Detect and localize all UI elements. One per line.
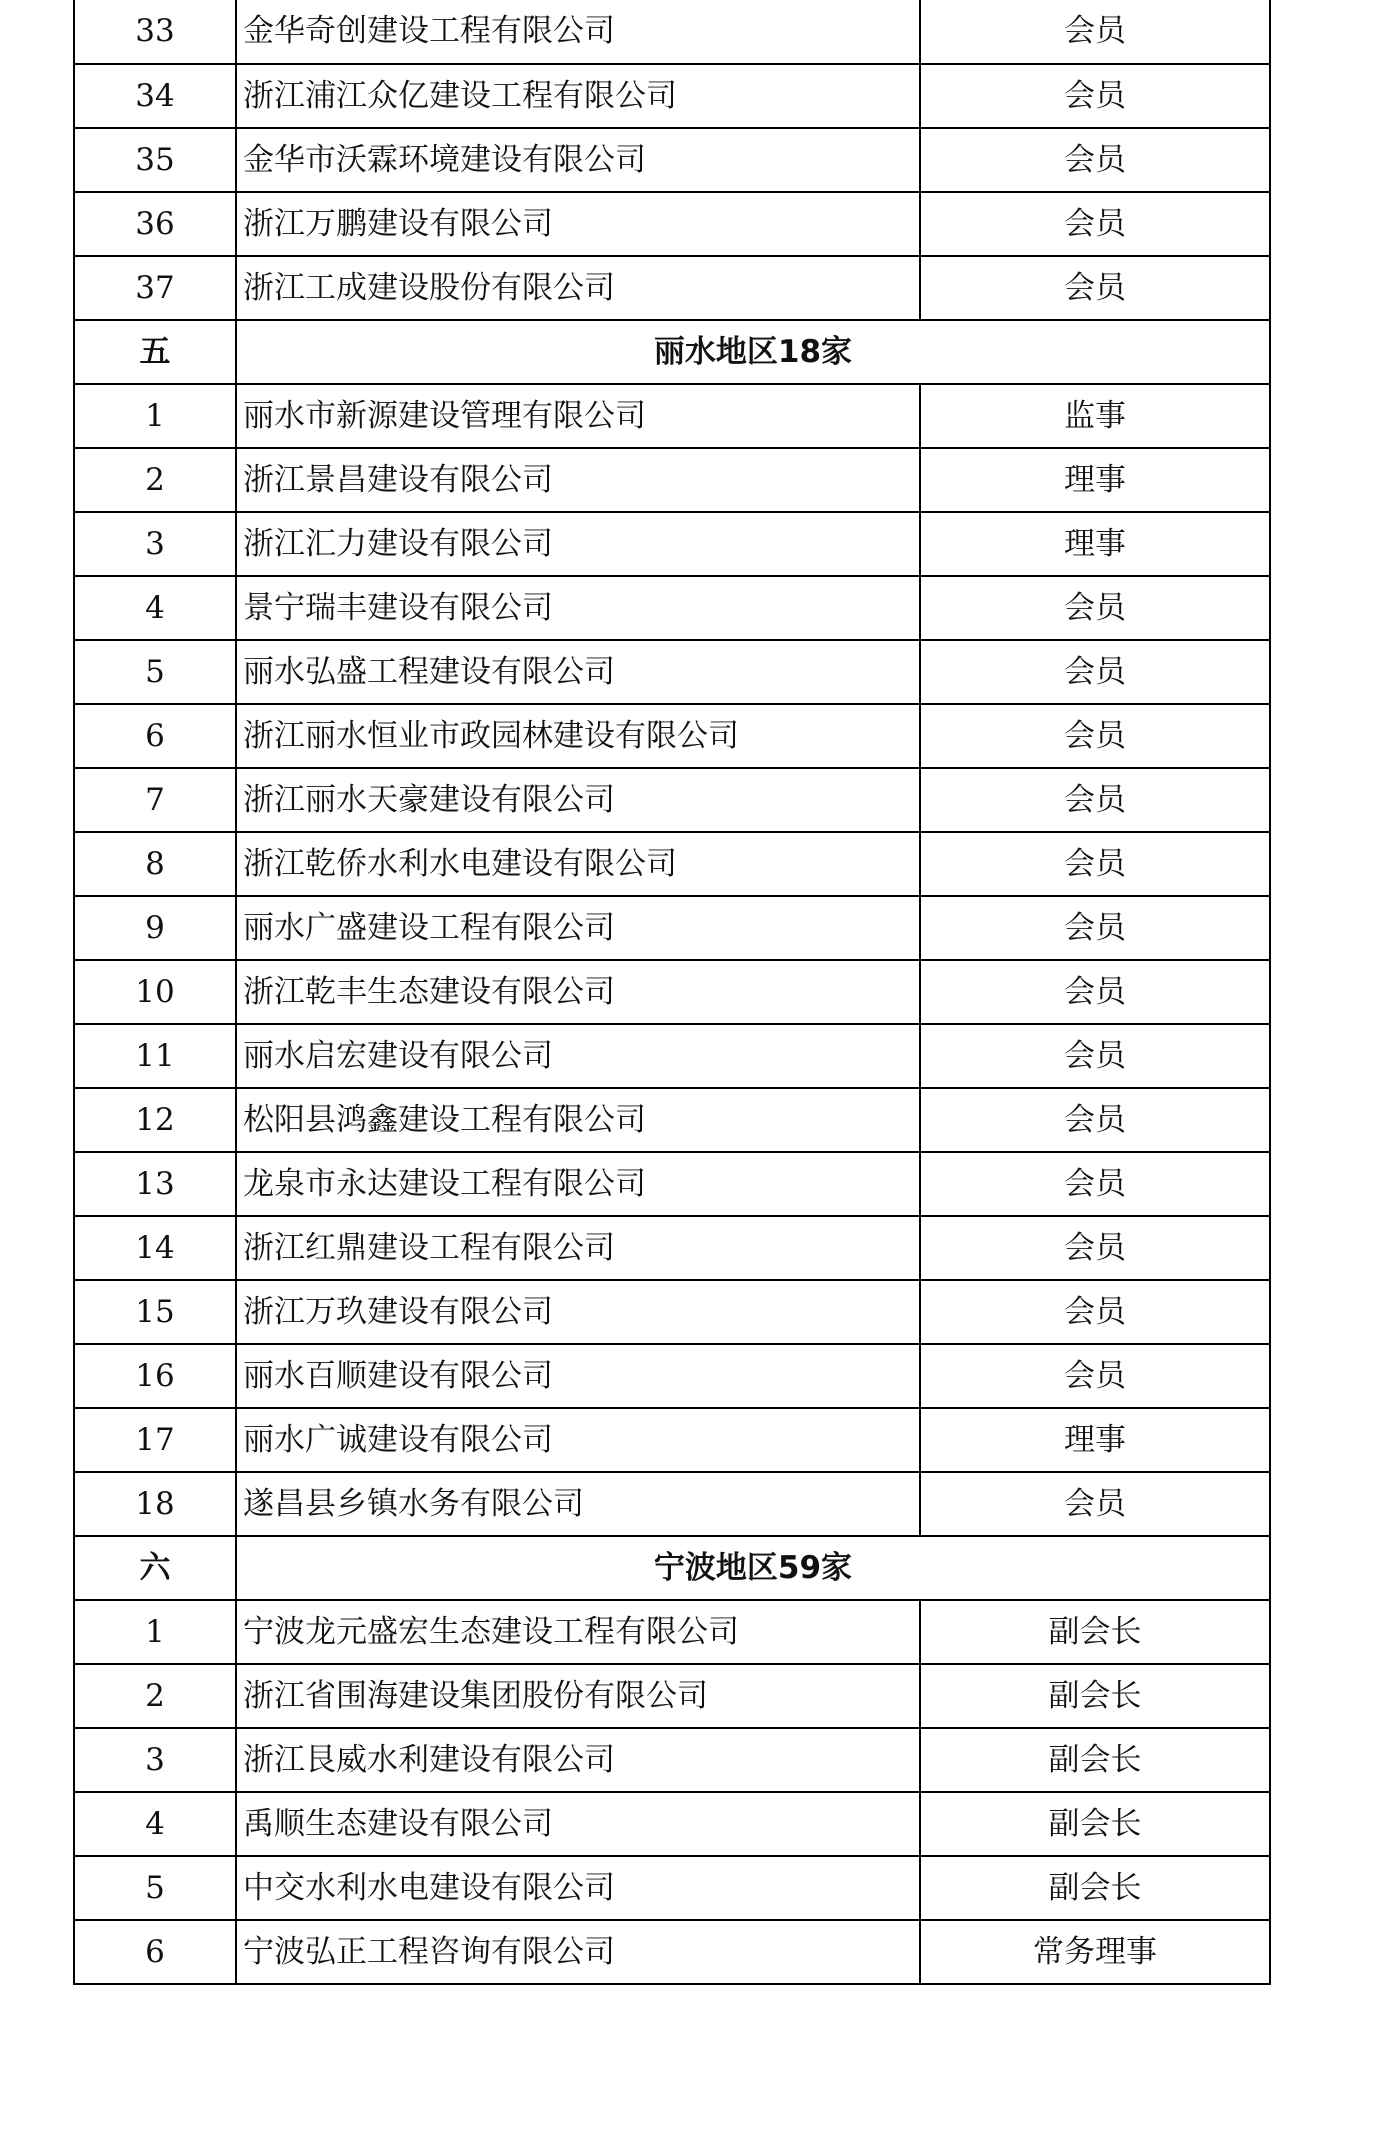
row-number: 14	[74, 1216, 236, 1280]
table-row	[74, 448, 1270, 512]
row-number: 18	[74, 1472, 236, 1536]
row-number: 1	[74, 1600, 236, 1664]
table-row	[74, 384, 1270, 448]
member-role: 理事	[920, 512, 1270, 576]
row-number: 10	[74, 960, 236, 1024]
company-name: 浙江乾侨水利水电建设有限公司	[236, 832, 920, 896]
table-row	[74, 64, 1270, 128]
table-row	[74, 576, 1270, 640]
company-name: 浙江工成建设股份有限公司	[236, 256, 920, 320]
company-name: 景宁瑞丰建设有限公司	[236, 576, 920, 640]
member-role: 副会长	[920, 1792, 1270, 1856]
member-role: 会员	[920, 1152, 1270, 1216]
company-name: 龙泉市永达建设工程有限公司	[236, 1152, 920, 1216]
row-number: 5	[74, 640, 236, 704]
company-name: 浙江丽水天豪建设有限公司	[236, 768, 920, 832]
row-number: 3	[74, 512, 236, 576]
section-header-row	[74, 1536, 1270, 1600]
member-role: 会员	[920, 704, 1270, 768]
row-number: 9	[74, 896, 236, 960]
member-table	[73, 0, 1271, 1985]
company-name: 丽水广盛建设工程有限公司	[236, 896, 920, 960]
table-row	[74, 1280, 1270, 1344]
row-number: 5	[74, 1856, 236, 1920]
table-row	[74, 1856, 1270, 1920]
member-role: 会员	[920, 832, 1270, 896]
row-number: 33	[74, 0, 236, 64]
section-title: 丽水地区18家	[236, 320, 1270, 384]
member-role: 会员	[920, 960, 1270, 1024]
row-number: 36	[74, 192, 236, 256]
table-row	[74, 1472, 1270, 1536]
table-row	[74, 1792, 1270, 1856]
section-number: 六	[74, 1536, 236, 1600]
table-row	[74, 1024, 1270, 1088]
table-row	[74, 1664, 1270, 1728]
member-role: 副会长	[920, 1664, 1270, 1728]
company-name: 浙江景昌建设有限公司	[236, 448, 920, 512]
company-name: 中交水利水电建设有限公司	[236, 1856, 920, 1920]
table-row	[74, 192, 1270, 256]
member-role: 会员	[920, 0, 1270, 64]
row-number: 12	[74, 1088, 236, 1152]
row-number: 2	[74, 448, 236, 512]
member-role: 理事	[920, 448, 1270, 512]
company-name: 浙江万鹏建设有限公司	[236, 192, 920, 256]
company-name: 浙江省围海建设集团股份有限公司	[236, 1664, 920, 1728]
company-name: 丽水广诚建设有限公司	[236, 1408, 920, 1472]
member-role: 监事	[920, 384, 1270, 448]
row-number: 15	[74, 1280, 236, 1344]
row-number: 4	[74, 1792, 236, 1856]
member-role: 会员	[920, 1216, 1270, 1280]
table-row	[74, 0, 1270, 64]
row-number: 37	[74, 256, 236, 320]
company-name: 遂昌县乡镇水务有限公司	[236, 1472, 920, 1536]
member-role: 会员	[920, 1344, 1270, 1408]
member-role: 会员	[920, 640, 1270, 704]
table-row	[74, 704, 1270, 768]
table-row	[74, 256, 1270, 320]
member-role: 会员	[920, 1024, 1270, 1088]
row-number: 1	[74, 384, 236, 448]
row-number: 6	[74, 1920, 236, 1984]
company-name: 金华市沃霖环境建设有限公司	[236, 128, 920, 192]
table-row	[74, 832, 1270, 896]
member-role: 会员	[920, 64, 1270, 128]
row-number: 17	[74, 1408, 236, 1472]
table-row	[74, 1216, 1270, 1280]
row-number: 13	[74, 1152, 236, 1216]
member-role: 会员	[920, 192, 1270, 256]
company-name: 金华奇创建设工程有限公司	[236, 0, 920, 64]
company-name: 宁波弘正工程咨询有限公司	[236, 1920, 920, 1984]
company-name: 宁波龙元盛宏生态建设工程有限公司	[236, 1600, 920, 1664]
row-number: 6	[74, 704, 236, 768]
company-name: 浙江红鼎建设工程有限公司	[236, 1216, 920, 1280]
row-number: 16	[74, 1344, 236, 1408]
member-role: 副会长	[920, 1728, 1270, 1792]
row-number: 11	[74, 1024, 236, 1088]
table-row	[74, 1600, 1270, 1664]
row-number: 8	[74, 832, 236, 896]
table-row	[74, 512, 1270, 576]
section-number: 五	[74, 320, 236, 384]
table-row	[74, 640, 1270, 704]
table-row	[74, 1088, 1270, 1152]
company-name: 丽水市新源建设管理有限公司	[236, 384, 920, 448]
company-name: 丽水百顺建设有限公司	[236, 1344, 920, 1408]
company-name: 松阳县鸿鑫建设工程有限公司	[236, 1088, 920, 1152]
section-title: 宁波地区59家	[236, 1536, 1270, 1600]
company-name: 浙江浦江众亿建设工程有限公司	[236, 64, 920, 128]
member-role: 理事	[920, 1408, 1270, 1472]
row-number: 2	[74, 1664, 236, 1728]
member-role: 会员	[920, 128, 1270, 192]
company-name: 禹顺生态建设有限公司	[236, 1792, 920, 1856]
member-role: 副会长	[920, 1600, 1270, 1664]
member-role: 副会长	[920, 1856, 1270, 1920]
row-number: 7	[74, 768, 236, 832]
row-number: 4	[74, 576, 236, 640]
member-role: 常务理事	[920, 1920, 1270, 1984]
company-name: 浙江乾丰生态建设有限公司	[236, 960, 920, 1024]
company-name: 浙江汇力建设有限公司	[236, 512, 920, 576]
member-table-body	[74, 0, 1270, 1984]
member-role: 会员	[920, 1280, 1270, 1344]
section-header-row	[74, 320, 1270, 384]
company-name: 丽水启宏建设有限公司	[236, 1024, 920, 1088]
table-row	[74, 128, 1270, 192]
member-role: 会员	[920, 768, 1270, 832]
member-role: 会员	[920, 256, 1270, 320]
row-number: 3	[74, 1728, 236, 1792]
company-name: 浙江万玖建设有限公司	[236, 1280, 920, 1344]
table-row	[74, 1920, 1270, 1984]
table-row	[74, 1728, 1270, 1792]
company-name: 浙江丽水恒业市政园林建设有限公司	[236, 704, 920, 768]
member-role: 会员	[920, 576, 1270, 640]
table-row	[74, 896, 1270, 960]
table-row	[74, 1344, 1270, 1408]
member-role: 会员	[920, 1472, 1270, 1536]
row-number: 34	[74, 64, 236, 128]
row-number: 35	[74, 128, 236, 192]
table-row	[74, 1408, 1270, 1472]
company-name: 浙江艮威水利建设有限公司	[236, 1728, 920, 1792]
table-row	[74, 1152, 1270, 1216]
company-name: 丽水弘盛工程建设有限公司	[236, 640, 920, 704]
table-row	[74, 960, 1270, 1024]
member-role: 会员	[920, 896, 1270, 960]
table-row	[74, 768, 1270, 832]
member-role: 会员	[920, 1088, 1270, 1152]
